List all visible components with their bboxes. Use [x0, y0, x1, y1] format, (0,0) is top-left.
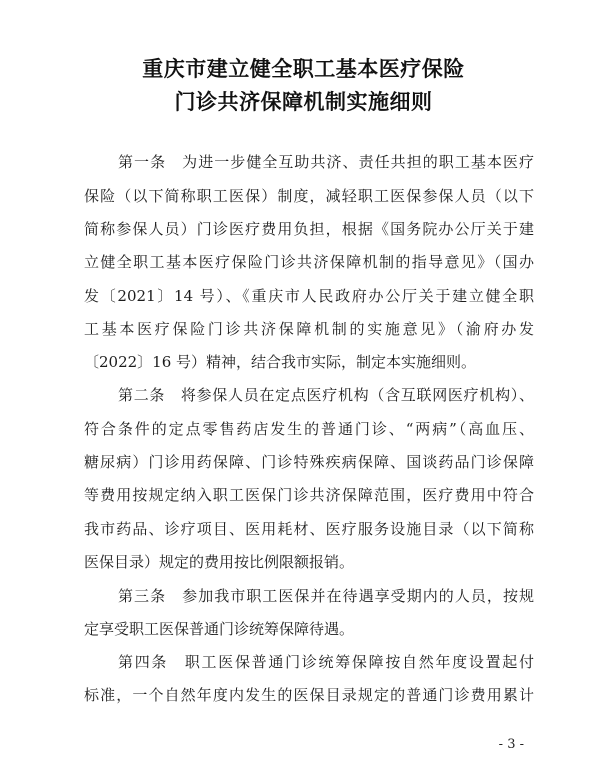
article-2-line-4: 等费用按规定纳入职工医保门诊共济保障范围，医疗费用中符合: [84, 486, 534, 504]
document-title-line-1: 重庆市建立健全职工基本医疗保险: [142, 57, 465, 81]
article-4-line-2: 标准，一个自然年度内发生的医保目录规定的普通门诊费用累计: [84, 686, 534, 704]
article-1-line-2: 保险（以下简称职工医保）制度，减轻职工医保参保人员（以下: [84, 187, 534, 205]
page-number: - 3 -: [498, 737, 524, 752]
article-4-line-1: 第四条 职工医保普通门诊统筹保障按自然年度设置起付: [118, 653, 534, 671]
article-1-line-7: 〔2022〕16 号）精神，结合我市实际，制定本实施细则。: [84, 353, 477, 371]
article-1-line-6: 工基本医疗保险门诊共济保障机制的实施意见》（渝府办发: [84, 320, 534, 338]
article-2-line-3: 糖尿病）门诊用药保障、门诊特殊疾病保障、国谈药品门诊保障: [84, 453, 534, 471]
article-1-line-5: 发〔2021〕14 号）、《重庆市人民政府办公厅关于建立健全职: [84, 287, 534, 305]
article-3-line-1: 第三条 参加我市职工医保并在待遇享受期内的人员，按规: [118, 587, 534, 605]
document-title-line-2: 门诊共济保障机制实施细则: [174, 90, 433, 114]
article-2-line-5: 我市药品、诊疗项目、医用耗材、医疗服务设施目录（以下简称: [84, 520, 534, 538]
article-2-line-2: 符合条件的定点零售药店发生的普通门诊、“两病”（高血压、: [84, 420, 534, 438]
article-2-line-1: 第二条 将参保人员在定点医疗机构（含互联网医疗机构）、: [118, 386, 534, 404]
article-2-line-6: 医保目录）规定的费用按比例限额报销。: [84, 553, 355, 571]
article-1-line-4: 立健全职工基本医疗保险门诊共济保障机制的指导意见》（国办: [84, 253, 534, 271]
article-3-line-2: 定享受职工医保普通门诊统筹保障待遇。: [84, 620, 355, 638]
article-1-line-1: 第一条 为进一步健全互助共济、责任共担的职工基本医疗: [118, 153, 534, 171]
article-1-line-3: 简称参保人员）门诊医疗费用负担，根据《国务院办公厅关于建: [84, 220, 534, 238]
